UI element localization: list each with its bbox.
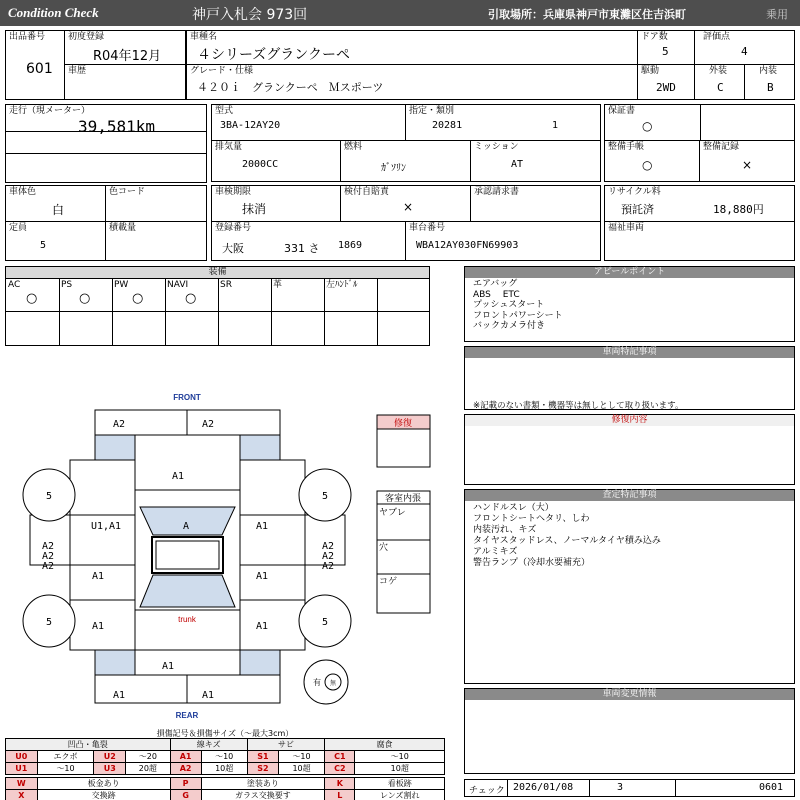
drive-label: 駆動 (641, 66, 660, 76)
rear-label: REAR (175, 711, 199, 720)
cabin-header: 客室内張 (384, 494, 422, 504)
lot-label: 出品番号 (9, 32, 46, 42)
tire-left-front: 5 (45, 491, 53, 502)
maint-book-box (604, 140, 700, 182)
mileage-divider (6, 131, 206, 132)
legend-code: U2 (94, 751, 126, 763)
score-value: 4 (741, 45, 748, 58)
displacement-box (211, 140, 341, 182)
equipment-divider (59, 278, 60, 345)
color-box (5, 185, 106, 222)
appeal-header: アピールポイント (465, 267, 794, 278)
cabin-row-tear: ヤブレ (379, 508, 406, 518)
welfare-box (604, 221, 795, 261)
sunroof-frame (152, 537, 223, 573)
right-rear-door-damage: A1 (255, 571, 269, 582)
repair-box-label: 修復 (393, 419, 413, 429)
designation-value: 20281 (432, 120, 463, 131)
legend-code: U3 (94, 763, 126, 775)
chassis-value: WBA12AY030FN69903 (416, 240, 519, 251)
warranty-value: ○ (642, 119, 653, 133)
legend-desc: エクボ (37, 751, 94, 763)
appeal-panel (464, 266, 795, 342)
plate-class: 331 さ (284, 242, 320, 255)
mileage-box (5, 104, 207, 154)
welfare-label: 福祉車両 (608, 223, 645, 233)
legend-row-3 (6, 778, 445, 790)
legend-table (5, 738, 445, 800)
equipment-label: 革 (273, 280, 283, 290)
legend-code: W (6, 778, 38, 790)
legend-desc: レンズ割れ (355, 790, 445, 800)
vehicle-category: 乗用 (766, 8, 788, 21)
interior-value: B (767, 81, 774, 94)
recycle-label: リサイクル料 (608, 187, 661, 197)
right-quarter-damage: A1 (255, 621, 269, 632)
repair-panel (464, 414, 795, 485)
grade-box (186, 64, 638, 100)
legend-desc: 板金あり (37, 778, 170, 790)
tire-right-rear: 5 (321, 617, 329, 628)
first-reg-box (64, 30, 186, 65)
warranty-label: 保証書 (608, 106, 636, 116)
legend-code: A1 (170, 751, 201, 763)
legend-desc: 10超 (355, 763, 445, 775)
equipment-label: PW (114, 280, 129, 290)
inspection-note-line: ハンドルスレ（大） (473, 503, 554, 513)
legend-desc: ～10 (278, 751, 324, 763)
appeal-line: ABS ETC (473, 289, 520, 300)
legend-row-2 (6, 763, 445, 775)
maint-book-label: 整備手帳 (608, 142, 645, 152)
auction-name: 神戸入札会 973回 (192, 7, 308, 23)
report-title: Condition Check (8, 5, 99, 20)
legend-code: C2 (325, 763, 355, 775)
recycle-box (604, 185, 795, 222)
interior-box (744, 64, 795, 100)
doors-label: ドア数 (641, 32, 668, 42)
transmission-box (470, 140, 601, 182)
classification-value: 1 (552, 120, 559, 131)
legend-desc: 看板跡 (355, 778, 445, 790)
color-code-box (105, 185, 207, 222)
history-label: 車歴 (68, 66, 87, 76)
spare-tire-mark: 無 (329, 680, 337, 687)
appeal-line: フロントパワーシート (473, 310, 563, 321)
left-quarter-damage: A1 (91, 621, 105, 632)
model-value: 3BA-12AY20 (220, 120, 281, 131)
legend-desc: 10超 (201, 763, 247, 775)
inspection-label: 車検期限 (215, 187, 252, 197)
equipment-value: ○ (132, 291, 144, 306)
exterior-label: 外装 (709, 66, 728, 76)
header-bar (0, 0, 800, 26)
inspection-note-line: 警告ランプ（冷却水要補充） (473, 558, 591, 568)
equipment-value: ○ (185, 291, 197, 306)
plate-box (211, 221, 406, 261)
legend-desc: ～10 (37, 763, 94, 775)
equipment-value: ○ (79, 291, 91, 306)
maint-record-value: × (742, 158, 753, 172)
maint-record-label: 整備記録 (703, 142, 740, 152)
chassis-label: 車台番号 (409, 223, 446, 233)
self-insp-box (340, 185, 471, 222)
plate-label: 登録番号 (215, 223, 252, 233)
equipment-divider (112, 278, 113, 345)
fuel-label: 燃料 (344, 142, 363, 152)
special-panel (464, 346, 795, 410)
check-bar (464, 779, 795, 797)
transmission-label: ミッション (474, 142, 519, 152)
car-name-label: 車種名 (190, 32, 218, 42)
displacement-label: 排気量 (215, 142, 243, 152)
designation-box (405, 104, 601, 141)
inspection-value: 抹消 (242, 202, 267, 216)
check-divider-1 (507, 780, 508, 796)
legend-code: G (170, 790, 201, 800)
maint-record-box (699, 140, 795, 182)
equipment-label: SR (220, 280, 232, 290)
roof-damage: A (182, 521, 190, 532)
legend-desc: ～10 (201, 751, 247, 763)
legend-code: A2 (170, 763, 201, 775)
legend-row-4 (6, 790, 445, 800)
car-name-box (186, 30, 638, 65)
legend-code: U0 (6, 751, 38, 763)
equipment-label: NAVI (167, 280, 189, 290)
first-reg-value: R04年12月 (93, 49, 162, 64)
equipment-divider (218, 278, 219, 345)
check-num: 3 (617, 782, 624, 793)
score-box (694, 30, 795, 65)
left-rear-door-damage: A1 (91, 571, 105, 582)
right-front-door-damage: A1 (255, 521, 269, 532)
appeal-line: エアバッグ (473, 279, 518, 289)
trunk-lid-damage: A1 (161, 661, 175, 672)
change-header: 車両変更情報 (465, 689, 794, 700)
legend-code: U1 (6, 763, 38, 775)
self-insp-label: 検付自賠責 (344, 187, 390, 197)
left-side-damage-2: A2 (41, 551, 55, 562)
lot-box (5, 30, 65, 100)
inspection-note-line: タイヤスタッドレス、ノーマルタイヤ積み込み (473, 536, 661, 546)
capacity-label: 定員 (9, 223, 28, 233)
maint-book-value: ○ (642, 158, 653, 172)
exterior-value: C (717, 81, 724, 94)
front-bumper-right: A2 (201, 419, 215, 430)
self-insp-value: × (403, 200, 414, 214)
appeal-list (473, 279, 563, 332)
inspection-notes-header: 査定特記事項 (465, 490, 794, 501)
inspection-notes-panel (464, 489, 795, 684)
recycle-status: 預託済 (621, 203, 654, 216)
warranty-divider (700, 105, 701, 140)
transmission-value: AT (511, 159, 524, 170)
approval-box (470, 185, 601, 222)
grade-label: グレード・仕様 (190, 66, 254, 76)
special-note: ※記載のない書類・機器等は無しとして取り扱います。 (473, 401, 684, 411)
legend-row-1 (6, 751, 445, 763)
mileage-value: 39,581km (78, 117, 156, 136)
legend-desc: ～20 (126, 751, 171, 763)
capacity-value: 5 (40, 240, 47, 251)
equipment-divider (377, 278, 378, 345)
trunk-label: trunk (178, 615, 196, 624)
left-front-door-damage: U1,A1 (90, 521, 122, 532)
equipment-panel (5, 266, 430, 346)
first-reg-label: 初度登録 (68, 32, 105, 42)
score-label: 評価点 (703, 32, 731, 42)
front-bumper-left: A2 (112, 419, 126, 430)
equipment-divider (324, 278, 325, 345)
legend-desc: ～10 (355, 751, 445, 763)
displacement-value: 2000CC (242, 159, 279, 170)
inspection-note-line: アルミキズ (473, 547, 518, 557)
inspection-note-line: 内装汚れ、キズ (473, 525, 537, 535)
left-side-damage-3: A2 (41, 561, 55, 572)
check-label: チェック (469, 786, 505, 796)
doors-box (637, 30, 695, 65)
interior-label: 内装 (759, 66, 778, 76)
appeal-line: バックカメラ付き (473, 321, 546, 331)
check-divider-2 (589, 780, 590, 796)
model-label: 型式 (215, 106, 234, 116)
legend-desc: ガラス交換要す (201, 790, 325, 800)
plate-area: 大阪 (222, 242, 244, 255)
right-side-damage-2: A2 (321, 551, 335, 562)
equipment-divider (271, 278, 272, 345)
history-box (64, 64, 186, 100)
model-box (211, 104, 406, 141)
legend-desc: 10超 (278, 763, 324, 775)
recycle-fee: 18,880円 (713, 203, 764, 216)
legend-desc: 交換跡 (37, 790, 170, 800)
legend-group-2: 線キズ (170, 739, 247, 751)
inspection-box (211, 185, 341, 222)
legend-code: X (6, 790, 38, 800)
exterior-box (694, 64, 745, 100)
check-code: 0601 (759, 782, 784, 793)
doors-value: 5 (662, 45, 669, 58)
legend-code: K (325, 778, 355, 790)
drive-value: 2WD (656, 81, 676, 94)
capacity-box (5, 221, 106, 261)
mileage-extra-box (5, 153, 207, 183)
appeal-line: プッシュスタート (473, 300, 545, 310)
equipment-value: ○ (26, 291, 38, 306)
change-panel (464, 688, 795, 774)
warranty-box (604, 104, 795, 141)
designation-label: 指定・類別 (409, 106, 455, 116)
legend-desc: 塗装あり (201, 778, 325, 790)
tire-left-rear: 5 (45, 617, 53, 628)
right-side-damage-3: A2 (321, 561, 335, 572)
tire-right-front: 5 (321, 491, 329, 502)
load-label: 積載量 (109, 223, 137, 233)
rear-bumper-left: A1 (112, 690, 126, 701)
pickup-location: 引取場所：兵庫県神戸市東灘区住吉浜町 (488, 8, 686, 21)
drive-box (637, 64, 695, 100)
car-damage-diagram (0, 385, 460, 725)
legend-title: 損傷記号＆損傷サイズ（～最大3cm） (156, 729, 294, 738)
legend-code: L (325, 790, 355, 800)
rear-bumper-right: A1 (201, 690, 215, 701)
cabin-row-hole: 穴 (379, 543, 389, 553)
inspection-note-line: フロントシートヘタリ、しわ (473, 514, 590, 524)
check-divider-3 (675, 780, 676, 796)
car-name-value: ４シリーズグランクーペ (197, 47, 351, 63)
spare-tire-label: 有 (313, 678, 321, 687)
legend-group-3: サビ (247, 739, 324, 751)
legend-desc: 20超 (126, 763, 171, 775)
color-code-label: 色コード (109, 187, 146, 197)
hood-damage: A1 (171, 471, 185, 482)
fuel-value: ｶﾞｿﾘﾝ (381, 163, 406, 174)
color-value: 白 (52, 203, 65, 217)
legend-code: S2 (247, 763, 278, 775)
damage-legend (5, 729, 445, 800)
approval-label: 承認請求書 (474, 187, 520, 197)
mileage-label: 走行（現メーター） (9, 106, 91, 116)
cabin-row-burn: コゲ (379, 577, 398, 587)
left-side-damage-1: A2 (41, 541, 55, 552)
check-date: 2026/01/08 (513, 782, 574, 793)
equipment-label: PS (61, 280, 73, 290)
legend-code: C1 (325, 751, 355, 763)
chassis-box (405, 221, 601, 261)
lot-number: 601 (26, 61, 53, 77)
front-label: FRONT (173, 393, 201, 402)
inspection-notes-list (473, 503, 661, 569)
legend-code: P (170, 778, 201, 790)
equipment-header: 装備 (6, 267, 429, 278)
special-header: 車両特記事項 (465, 347, 794, 358)
repair-header: 修復内容 (465, 415, 794, 426)
plate-number: 1869 (338, 240, 363, 251)
fuel-box (340, 140, 471, 182)
legend-group-4: 腐食 (325, 739, 445, 751)
equipment-divider (165, 278, 166, 345)
equipment-label: 左ﾊﾝﾄﾞﾙ (326, 280, 358, 290)
equipment-label: AC (8, 280, 21, 290)
legend-group-1: 凹凸・亀裂 (6, 739, 171, 751)
color-label: 車体色 (9, 187, 37, 197)
right-side-damage-1: A2 (321, 541, 335, 552)
grade-value: ４２０ｉ グランクーペ Ｍスポーツ (197, 81, 384, 94)
legend-code: S1 (247, 751, 278, 763)
load-box (105, 221, 207, 261)
